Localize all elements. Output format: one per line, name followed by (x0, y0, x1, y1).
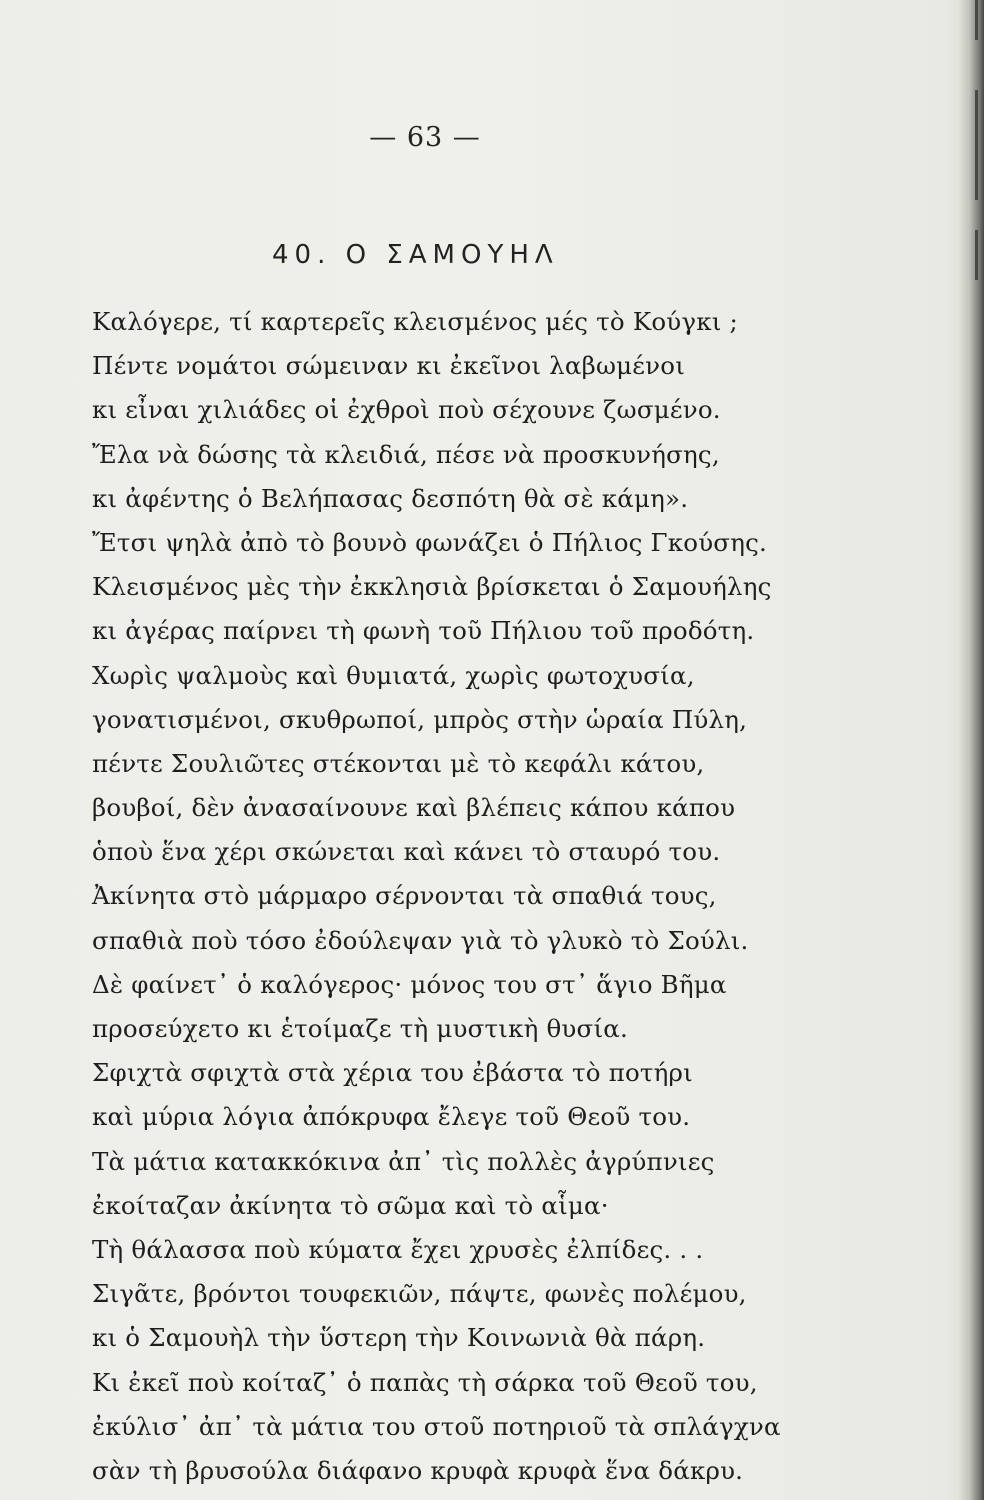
scan-edge-mark (975, 230, 978, 280)
verse-line: κι ἀγέρας παίρνει τὴ φωνὴ τοῦ Πήλιου τοῦ προδότη. (92, 616, 755, 646)
verse-line: Σφιχτὰ σφιχτὰ στὰ χέρια του ἐβάστα τὸ ποτήρι (92, 1058, 693, 1088)
verse-line: γονατισμένοι, σκυθρωποί, μπρὸς στὴν ὡραία Πύλη, (92, 704, 748, 734)
verse-line: ἐκοίταζαν ἀκίνητα τὸ σῶμα καὶ τὸ αἷμα· (92, 1190, 609, 1220)
verse-line: ἐκύλισ᾽ ἀπ᾽ τὰ μάτια του στοῦ ποτηριοῦ τὰ σπλάγχνα (92, 1411, 781, 1441)
verse-line: Τὴ θάλασσα ποὺ κύματα ἔχει χρυσὲς ἐλπίδες. . . (92, 1234, 704, 1264)
verse-line: σὰν τὴ βρυσούλα διάφανο κρυφὰ κρυφὰ ἕνα δάκρυ. (92, 1455, 744, 1485)
verse-line: Χωρὶς ψαλμοὺς καὶ θυμιατά, χωρὶς φωτοχυσία, (92, 660, 695, 690)
verse-line: Κλεισμένος μὲς τὴν ἐκκλησιὰ βρίσκεται ὁ Σαμουήλης (92, 572, 772, 602)
verse-line: Ἔλα νὰ δώσης τὰ κλειδιά, πέσε νὰ προσκυνήσης, (92, 439, 720, 469)
verse-line: κι εἶναι χιλιάδες οἱ ἐχθροὶ ποὺ σέχουνε ζωσμένο. (92, 395, 721, 425)
verse-line: βουβοί, δὲν ἀνασαίνουνε καὶ βλέπεις κάπου κάπου (92, 793, 736, 823)
verse-line: ὁπoὺ ἕνα χέρι σκώνεται καὶ κάνει τὸ σταυρό του. (92, 837, 721, 867)
verse-line: Τὰ μάτια κατακκόκινα ἀπ᾽ τὶς πολλὲς ἀγρύπνιες (92, 1146, 715, 1176)
verse-line: Πέντε νομάτοι σώμειναν κι ἐκεῖνοι λαβωμένοι (92, 351, 686, 381)
page-binding-shadow (958, 0, 984, 1500)
verse-line: καὶ μύρια λόγια ἀπόκρυφα ἔλεγε τοῦ Θεοῦ του. (92, 1102, 691, 1132)
verse-line: κι ὁ Σαμουὴλ τὴν ὕστερη τὴν Κοινωνιὰ θὰ πάρη. (92, 1323, 706, 1353)
verse-line: σπαθιὰ ποὺ τόσο ἐδούλεψαν γιὰ τὸ γλυκὸ τὸ Σούλι. (92, 925, 749, 955)
verse-line: κι ἀφέντης ὁ Βελήπασας δεσπότη θὰ σὲ κάμη». (92, 483, 689, 513)
verse-line: Καλόγερε, τί καρτερεῖς κλεισμένος μές τὸ Κούγκι ; (92, 307, 738, 336)
scan-edge-mark (975, 0, 978, 40)
poem-body (92, 300, 792, 1493)
verse-line: Ἔτσι ψηλὰ ἀπὸ τὸ βουνὸ φωνάζει ὁ Πήλιος Γκούσης. (92, 527, 768, 557)
verse-line: Κι ἐκεῖ ποὺ κοίταζ᾽ ὁ παπὰς τὴ σάρκα τοῦ Θεοῦ του, (92, 1367, 758, 1397)
verse-line: Σιγᾶτε, βρόντοι τουφεκιῶν, πάψτε, φωνὲς πολέμου, (92, 1279, 747, 1309)
verse-line: Δὲ φαίνετ᾽ ὁ καλόγερος· μόνος του στ᾽ ἅγιο Βῆμα (92, 969, 727, 999)
verse-line: Ἀκίνητα στὸ μάρμαρο σέρνονται τὰ σπαθιά τους, (92, 881, 717, 911)
scan-edge-mark (975, 90, 978, 200)
verse-line: πέντε Σουλιῶτες στέκονται μὲ τὸ κεφάλι κάτου, (92, 748, 705, 778)
poem-title: 40. Ο ΣΑΜΟΥΗΛ (272, 240, 559, 270)
page-number: — 63 — (369, 122, 481, 153)
verse-line: προσεύχετο κι ἑτοίμαζε τὴ μυστικὴ θυσία. (92, 1014, 628, 1043)
